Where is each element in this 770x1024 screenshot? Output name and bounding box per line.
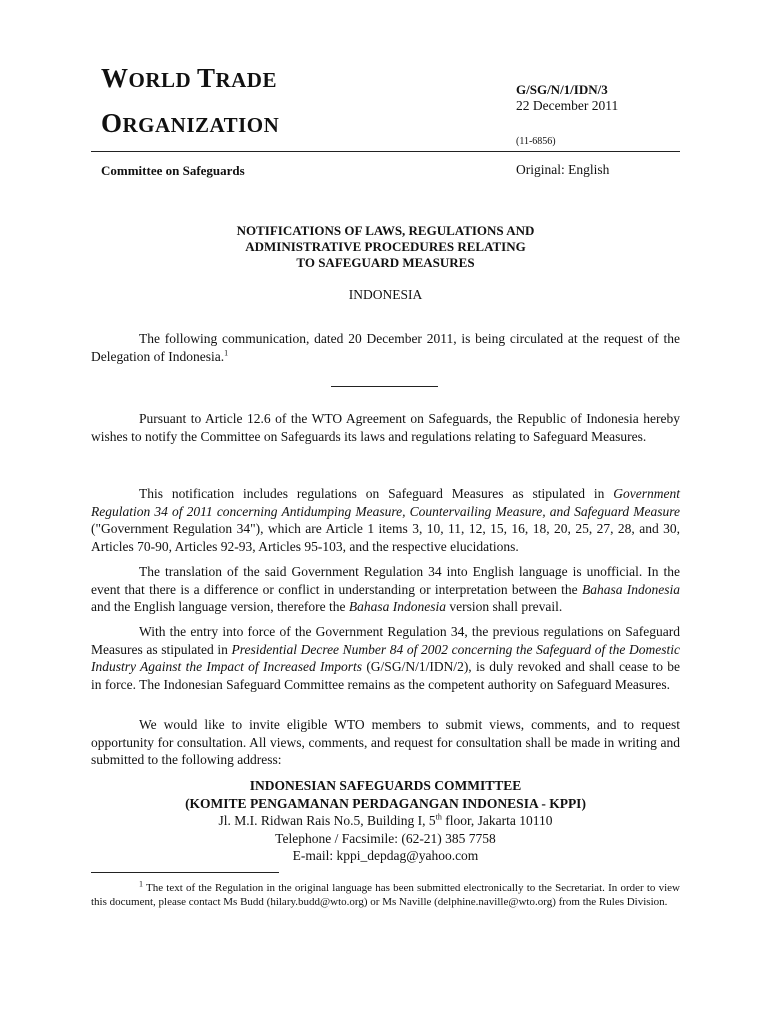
header-rule [91, 151, 680, 152]
text-run: The translation of the said Government Regulation 34 into English language is unofficial. In the event that there is a difference or conflict in understanding or interpretation between the [91, 564, 680, 597]
footnote-reference: 1 [224, 348, 229, 357]
contact-address [91, 777, 680, 865]
body-paragraph-3 [91, 563, 680, 616]
text-run: ("Government Regulation 34"), which are Article 1 items 3, 10, 11, 12, 15, 16, 18, 20, 25, 27, 28, and 30, Articles 70-90, Articles 92-93, Articles 95-103, and the respective elucidations. [91, 521, 680, 554]
title-line: TO SAFEGUARD MEASURES [296, 255, 475, 270]
body-paragraph-5: We would like to invite eligible WTO members to submit views, comments, and to request opportunity for consultation. All views, comments, and request for consultation shall be made in writing and submitted to the following address: [91, 717, 680, 767]
committee-name: Committee on Safeguards [101, 163, 245, 178]
org-name-line2 [101, 108, 279, 139]
org-initial: T [196, 63, 216, 93]
address-line: (KOMITE PENGAMANAN PERDAGANGAN INDONESIA - KPPI) [185, 795, 586, 811]
original-language: Original: English [516, 162, 610, 177]
title-line: NOTIFICATIONS OF LAWS, REGULATIONS AND [236, 223, 535, 238]
text-run: (G/SG/N/1/IDN/2), is duly revoked and shall cease to be in force. The Indonesian Safeguard Committee remains as the competent authority on Safeguard Measures. [91, 659, 681, 692]
title-line: ADMINISTRATIVE PROCEDURES RELATING [245, 239, 526, 254]
org-name-line1 [101, 63, 277, 94]
text-run: version shall prevail. [446, 599, 563, 614]
address-line [91, 812, 680, 830]
document-title [91, 223, 680, 271]
email-line: E-mail: kppi_depdag@yahoo.com [292, 848, 479, 863]
section-divider [331, 386, 438, 387]
phone-line: Telephone / Facsimile: (62-21) 385 7758 [275, 830, 496, 846]
footnote-rule [91, 872, 279, 873]
text-run: and the English language version, therefore the [91, 599, 349, 614]
document-date: 22 December 2011 [516, 98, 619, 113]
intro-text: The following communication, dated 20 December 2011, is being circulated at the request of the Delegation of Indonesia. [91, 331, 680, 364]
org-initial: O [101, 108, 123, 138]
document-symbol: G/SG/N/1/IDN/3 [516, 82, 608, 97]
footnote-text: The text of the Regulation in the original language has been submitted electronically to the Secretariat. In order to view this document, please contact Ms Budd (hilary.budd@wto.org) or Ms Naville (delphine.naville@wto.org) from the Rules Division. [91, 882, 680, 908]
text-run: Jl. M.I. Ridwan Rais No.5, Building I, 5 [218, 813, 436, 828]
body-paragraph-4 [91, 623, 680, 693]
text-run: This notification includes regulations on Safeguard Measures as stipulated in [139, 486, 614, 501]
org-word: RADE [215, 68, 277, 92]
regulation-title: Government Regulation 34 of 2011 concerning Antidumping Measure, Countervailing Measure, and Safeguard Measure [91, 486, 680, 519]
language-name: Bahasa Indonesia [348, 599, 447, 614]
footnote-mark: 1 [139, 879, 143, 889]
ordinal-suffix: th [435, 812, 442, 822]
country-heading: INDONESIA [348, 287, 423, 302]
address-line: INDONESIAN SAFEGUARDS COMMITTEE [249, 778, 522, 793]
language-name: Bahasa Indonesia [581, 581, 680, 597]
text-run: With the entry into force of the Government Regulation 34, the previous regulations on Safeguard Measures as stipulated in [91, 624, 680, 657]
text-run: floor, Jakarta 10110 [441, 813, 553, 828]
body-paragraph-1: Pursuant to Article 12.6 of the WTO Agreement on Safeguards, the Republic of Indonesia hereby wishes to notify the Committee on Safeguards its laws and regulations relating to Safeguard Measures. [91, 411, 680, 444]
decree-title: Presidential Decree Number 84 of 2002 concerning the Safeguard of the Domestic Industry Against the Impact of Increased Imports [91, 641, 680, 674]
footnote [91, 881, 680, 909]
document-reference: (11-6856) [516, 136, 556, 147]
org-word: ORLD [128, 68, 192, 92]
org-initial: W [101, 63, 129, 93]
org-word: RGANIZATION [122, 113, 280, 137]
intro-paragraph [91, 330, 680, 365]
body-paragraph-2 [91, 485, 680, 555]
